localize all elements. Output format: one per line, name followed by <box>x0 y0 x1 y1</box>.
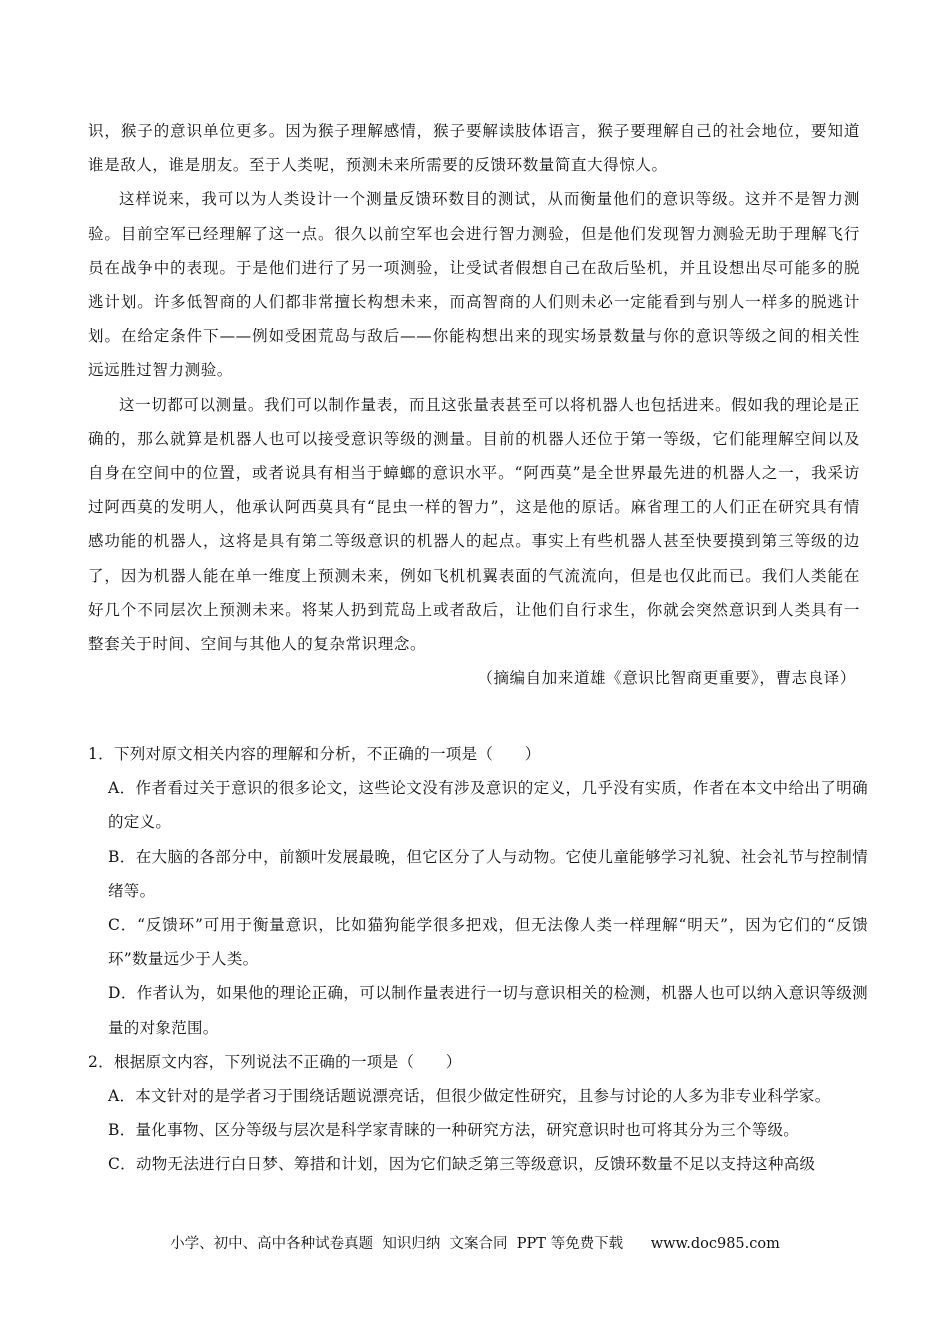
question-2-option-b: B．量化事物、区分等级与层次是科学家青睐的一种研究方法，研究意识时也可将其分为三个等级。 <box>108 1121 800 1140</box>
question-2 <box>88 1045 868 1182</box>
passage-paragraph-3: 这一切都可以测量。我们可以制作量表，而且这张量表甚至可以将机器人也包括进来。假如我的理论是正确的，那么就算是机器人也可以接受意识等级的测量。目前的机器人还位于第一等级，它们能理解空间以及自身在空间中的位置，或者说具有相当于蟑螂的意识水平。“阿西莫”是全世界最先进的机器人之一，我采访过阿西莫的发明人，他承认阿西莫具有“昆虫一样的智力”，这是他的原话。麻省理工的人们正在研究具有情感功能的机器人，这将是具有第二等级意识的机器人的起点。事实上有些机器人甚至快要摸到第三等级的边了，因为机器人能在单一维度上预测未来，例如飞机机翼表面的气流流向，但是也仅此而已。我们人类能在好几个不同层次上预测未来。将某人扔到荒岛上或者敌后，让他们自行求生，你就会突然意识到人类具有一整套关于时间、空间与其他人的复杂常识理念。 <box>88 395 860 654</box>
passage-source: （摘编自加来道雄《意识比智商更重要》，曹志良译） <box>477 669 856 688</box>
question-1-option-c: C．“反馈环”可用于衡量意识，比如猫狗能学很多把戏，但无法像人类一样理解“明天”，因为它们的“反馈环”数量远少于人类。 <box>108 916 868 969</box>
question-2-option-a: A．本文针对的是学者习于围绕话题说漂亮话，但很少做定性研究，且参与讨论的人多为非专业科学家。 <box>108 1087 831 1106</box>
question-stem: 1．下列对原文相关内容的理解和分析，不正确的一项是（ ） <box>88 745 541 763</box>
question-list <box>88 737 868 1182</box>
question-1-option-a: A．作者看过关于意识的很多论文，这些论文没有涉及意识的定义，几乎没有实质，作者在本文中给出了明确的定义。 <box>108 779 868 832</box>
question-1 <box>88 737 868 1045</box>
question-stem: 2．根据原文内容，下列说法不正确的一项是（ ） <box>88 1052 462 1071</box>
passage-paragraph-1: 识，猴子的意识单位更多。因为猴子理解感情，猴子要解读肢体语言，猴子要理解自己的社会地位，要知道谁是敌人，谁是朋友。至于人类呢，预测未来所需要的反馈环数量简直大得惊人。 <box>88 122 860 175</box>
question-1-option-d: D．作者认为，如果他的理论正确，可以制作量表进行一切与意识相关的检测，机器人也可以纳入意识等级测量的对象范围。 <box>108 984 868 1037</box>
reading-passage <box>88 114 860 695</box>
page-footer <box>0 1232 950 1253</box>
footer-text: 小学、初中、高中各种试卷真题 知识归纳 文案合同 PPT 等免费下载 www.doc985.com <box>170 1236 780 1252</box>
question-1-option-b: B．在大脑的各部分中，前额叶发展最晚，但它区分了人与动物。它使儿童能够学习礼貌、社会礼节与控制情绪等。 <box>108 847 868 900</box>
question-2-option-c: C．动物无法进行白日梦、筹措和计划，因为它们缺乏第三等级意识，反馈环数量不足以支持这种高级 <box>108 1155 816 1174</box>
passage-paragraph-2: 这样说来，我可以为人类设计一个测量反馈环数目的测试，从而衡量他们的意识等级。这并不是智力测验。目前空军已经理解了这一点。很久以前空军也会进行智力测验，但是他们发现智力测验无助于理解飞行员在战争中的表现。于是他们进行了另一项测验，让受试者假想自己在敌后坠机，并且设想出尽可能多的脱逃计划。许多低智商的人们都非常擅长构想未来，而高智商的人们则未必一定能看到与别人一样多的脱逃计划。在给定条件下——例如受困荒岛与敌后——你能构想出来的现实场景数量与你的意识等级之间的相关性远远胜过智力测验。 <box>88 190 860 380</box>
